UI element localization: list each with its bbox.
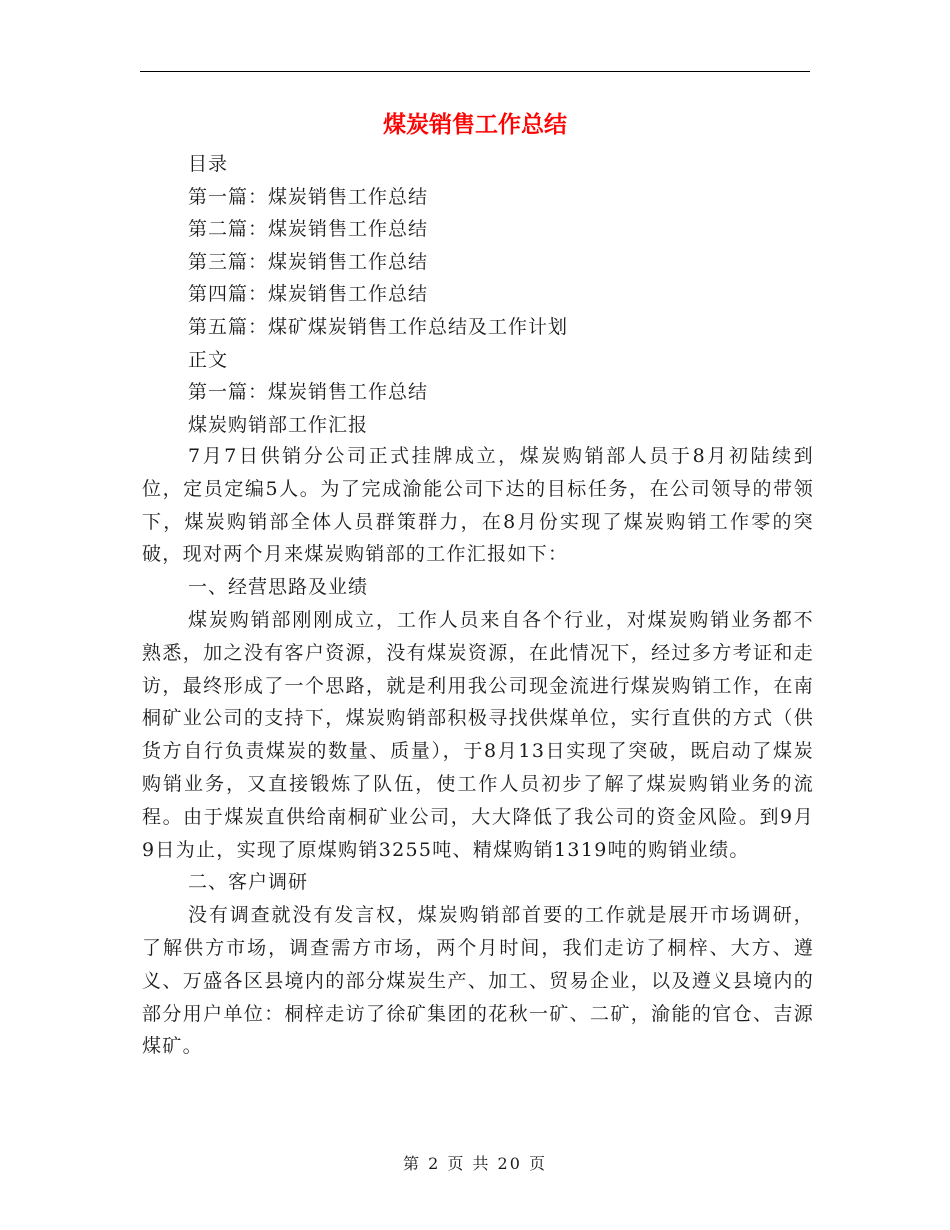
toc-item-2: 第二篇：煤炭销售工作总结 <box>188 218 429 241</box>
report-title: 煤炭购销部工作汇报 <box>188 413 369 436</box>
document-title: 煤炭销售工作总结 <box>383 111 567 138</box>
body-heading: 正文 <box>188 348 229 371</box>
header-rule <box>140 71 810 72</box>
toc-item-4: 第四篇：煤炭销售工作总结 <box>188 283 429 306</box>
toc-item-1: 第一篇：煤炭销售工作总结 <box>188 185 429 208</box>
page-footer: 第 2 页 共 20 页 <box>403 1154 547 1173</box>
chapter-title: 第一篇：煤炭销售工作总结 <box>188 381 429 404</box>
paragraph-business: 煤炭购销部刚刚成立，工作人员来自各个行业，对煤炭购销业务都不熟悉，加之没有客户资源，没有煤炭资源，在此情况下，经过多方考证和走访，最终形成了一个思路，就是利用我公司现金流进行煤炭购销工作，在南桐矿业公司的支持下，煤炭购销部积极寻找供煤单位，实行直供的方式（供货方自行负责煤炭的数量、质量），于8月13日实现了突破，既启动了煤炭购销业务，又直接锻炼了队伍，使工作人员初步了解了煤炭购销业务的流程。由于煤炭直供给南桐矿业公司，大大降低了我公司的资金风险。到9月9日为止，实现了原煤购销3255吨、精煤购销1319吨的购销业绩。 <box>142 608 814 861</box>
section-heading-2: 二、客户调研 <box>188 871 309 894</box>
paragraph-research: 没有调查就没有发言权，煤炭购销部首要的工作就是展开市场调研，了解供方市场，调查需方市场，两个月时间，我们走访了桐梓、大方、遵义、万盛各区县境内的部分煤炭生产、加工、贸易企业，以及遵义县境内的部分用户单位：桐梓走访了徐矿集团的花秋一矿、二矿，渝能的官仓、吉源煤矿。 <box>142 904 814 1058</box>
table-of-contents <box>188 148 828 441</box>
toc-item-3: 第三篇：煤炭销售工作总结 <box>188 250 429 273</box>
document-body <box>142 440 814 1063</box>
toc-item-5: 第五篇：煤矿煤炭销售工作总结及工作计划 <box>188 315 569 338</box>
toc-heading: 目录 <box>188 153 229 175</box>
paragraph-intro: 7月7日供销分公司正式挂牌成立，煤炭购销部人员于8月初陆续到位，定员定编5人。为了完成渝能公司下达的目标任务，在公司领导的带领下，煤炭购销部全体人员群策群力，在8月份实现了煤炭购销工作零的突破，现对两个月来煤炭购销部的工作汇报如下： <box>142 445 814 566</box>
section-heading-1: 一、经营思路及业绩 <box>188 576 369 599</box>
